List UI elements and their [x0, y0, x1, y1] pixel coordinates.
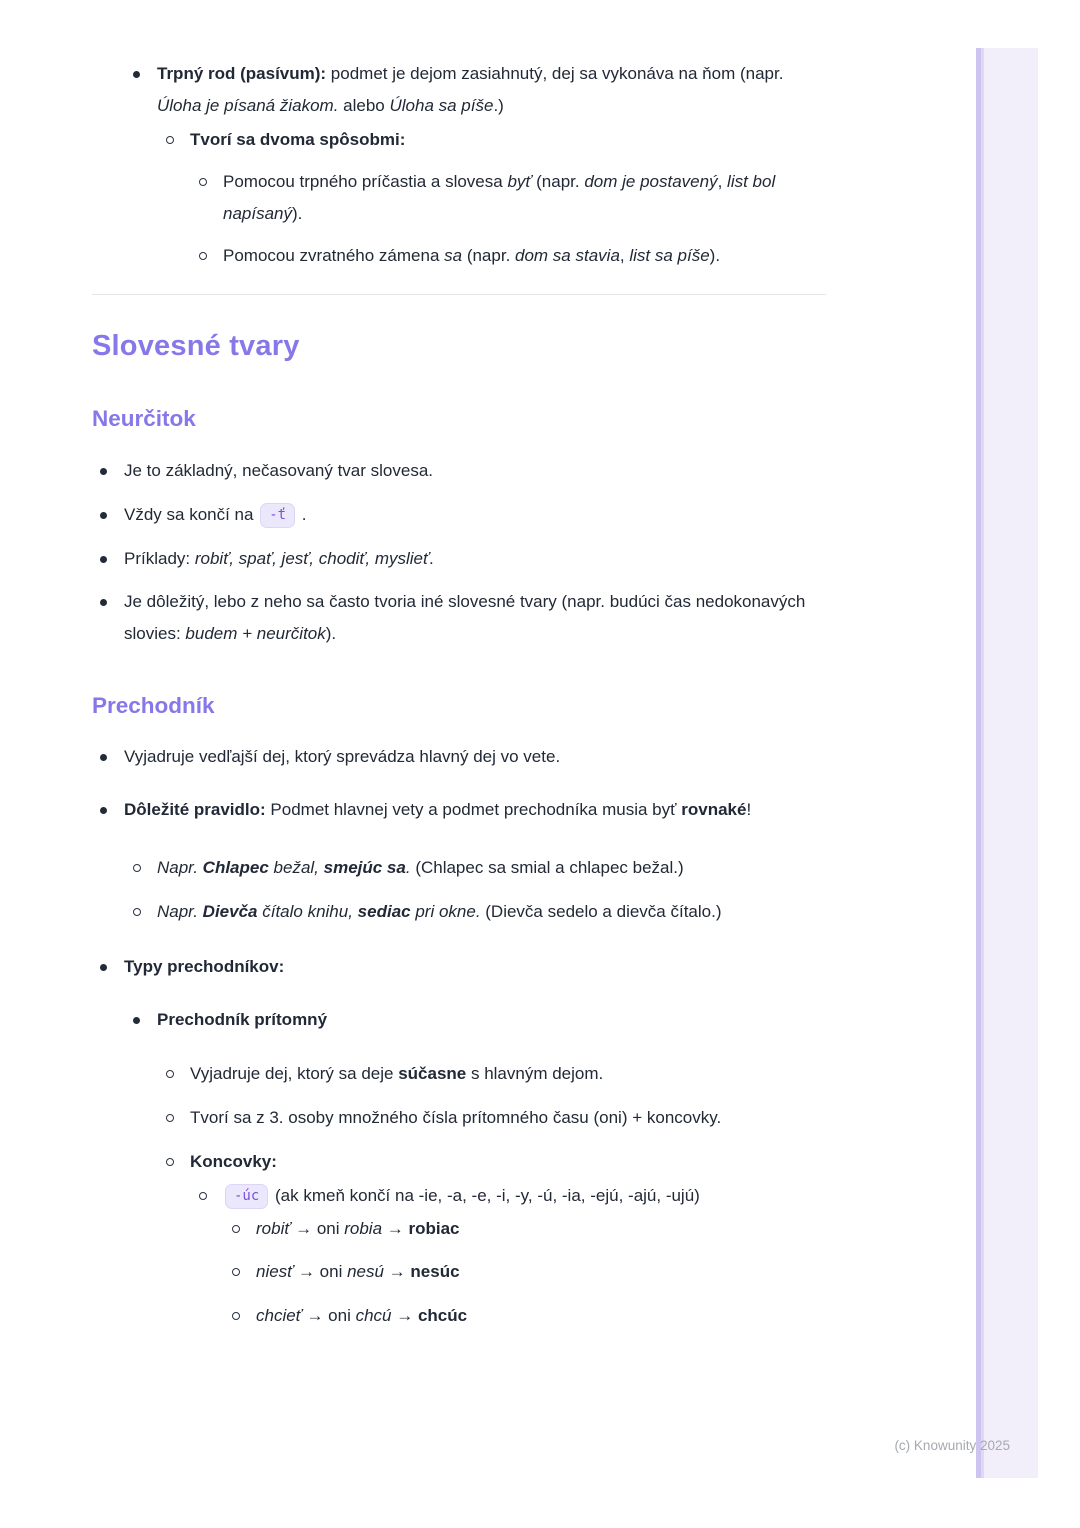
bullet-circle-marker: [166, 1070, 174, 1078]
list-item-text: smejúc sa: [323, 858, 406, 877]
bullet-circle-marker: [232, 1225, 240, 1233]
list-item-text: (Chlapec sa smial a chlapec bežal.): [415, 858, 684, 877]
inline-code-badge: -ť: [260, 503, 295, 528]
bullet-disc-marker: [100, 964, 107, 971]
bullet-circle-marker: [199, 178, 207, 186]
list-item-text: chcúc: [417, 1306, 468, 1325]
list-item-text: → oni: [301, 1306, 356, 1325]
list-item-text: Napr.: [157, 858, 203, 877]
list-item: [92, 1004, 826, 1036]
list-item-text: dom sa stavia: [515, 246, 620, 265]
list-item-text: →: [383, 1262, 411, 1281]
footer-credit: (c) Knowunity 2025: [894, 1438, 1010, 1453]
bullet-circle-marker: [199, 252, 207, 260]
list-item: [92, 543, 826, 575]
list-item: [92, 1102, 826, 1134]
list-item-text: ).: [325, 624, 337, 643]
list-item: [92, 951, 826, 983]
list-item-text: (napr.: [531, 172, 585, 191]
list-item: [92, 1213, 826, 1245]
list-item-text: Úloha sa píše: [389, 96, 494, 115]
side-page-strip: [976, 48, 1038, 1478]
list-item-text: s hlavným dejom.: [466, 1064, 604, 1083]
list-item-text: sa: [444, 246, 463, 265]
list-item-text: niesť: [256, 1262, 294, 1281]
list-item-text: Tvorí sa dvoma spôsobmi:: [190, 130, 406, 149]
list-item-text: .: [405, 858, 416, 877]
list-item-text: ,: [619, 246, 630, 265]
list-item-text: list bol napísaný: [223, 172, 776, 223]
document-content: [92, 0, 826, 1332]
list-item-text: Je dôležitý, lebo z neho sa často tvoria iné slovesné tvary (napr. budúci čas nedokonavých slovies:: [124, 592, 806, 643]
list-item-text: podmet je dejom zasiahnutý, dej sa vykonáva na ňom (napr.: [330, 64, 784, 83]
bullet-circle-marker: [232, 1268, 240, 1276]
list-item-text: list sa píše: [629, 246, 710, 265]
bullet-disc-marker: [100, 754, 107, 761]
list-item-text: Pomocou zvratného zámena: [223, 246, 445, 265]
list-item: [92, 455, 826, 487]
list-item-text: → oni: [290, 1219, 345, 1238]
list-item: [92, 58, 826, 122]
list-item-text: Podmet hlavnej vety a podmet prechodníka musia byť: [265, 800, 682, 819]
list-item-text: Trpný rod (pasívum):: [157, 64, 331, 83]
bullet-circle-marker: [199, 1192, 207, 1200]
list-item-text: (napr.: [462, 246, 516, 265]
list-item-text: alebo: [338, 96, 390, 115]
list-item-text: robiac: [408, 1219, 460, 1238]
list-item: [92, 1300, 826, 1332]
list-item: [92, 499, 826, 531]
list-item: [92, 896, 826, 928]
bullet-disc-marker: [100, 512, 107, 519]
section-divider: [92, 294, 826, 295]
list-item: [92, 1180, 826, 1212]
list-item: [92, 1146, 826, 1178]
list-item-text: Dievča: [202, 902, 258, 921]
bullet-disc-marker: [133, 1017, 140, 1024]
list-item-text: Prechodník prítomný: [157, 1010, 328, 1029]
list-item-text: Dôležité pravidlo:: [124, 800, 266, 819]
bullet-circle-marker: [166, 136, 174, 144]
list-item-text: Typy prechodníkov:: [124, 957, 285, 976]
list-item: [92, 124, 826, 156]
list-item-text: ,: [717, 172, 728, 191]
list-item-text: Úloha je písaná žiakom.: [157, 96, 339, 115]
list-item-text: .: [475, 902, 486, 921]
list-item-text: nesú: [347, 1262, 384, 1281]
list-item-text: Vyjadruje vedľajší dej, ktorý sprevádza hlavný dej vo vete.: [124, 747, 561, 766]
list-item-text: chcú: [355, 1306, 392, 1325]
list-item-text: Je to základný, nečasovaný tvar slovesa.: [124, 461, 433, 480]
list-item-text: !: [746, 800, 752, 819]
list-item-text: → oni: [293, 1262, 348, 1281]
list-item: [92, 166, 826, 230]
list-item: [92, 240, 826, 272]
bullet-circle-marker: [166, 1114, 174, 1122]
list-item-text: rovnaké: [681, 800, 747, 819]
list-item-text: sediac: [357, 902, 411, 921]
inline-code-badge: -úc: [225, 1184, 268, 1209]
list-item-text: robiť, spať, jesť, chodiť, myslieť: [194, 549, 430, 568]
bullet-circle-marker: [133, 908, 141, 916]
subsection-heading: Neurčitok: [92, 406, 196, 431]
list-item-text: →: [391, 1306, 418, 1325]
list-item-text: bežal,: [268, 858, 324, 877]
bullet-disc-marker: [100, 468, 107, 475]
list-item-text: súčasne: [398, 1064, 467, 1083]
neurcitok-list: [92, 455, 826, 650]
list-item-text: (ak kmeň končí na -ie, -a, -e, -i, -y, -ú, -ia, -ejú, -ajú, -ujú): [270, 1186, 700, 1205]
list-item-text: Tvorí sa z 3. osoby množného čísla prítomného času (oni) + koncovky.: [190, 1108, 722, 1127]
list-item: [92, 1256, 826, 1288]
list-item-text: dom je postavený: [584, 172, 718, 191]
bullet-disc-marker: [133, 71, 140, 78]
list-item: [92, 794, 826, 826]
pasivum-list: [92, 58, 826, 272]
list-item-text: Pomocou trpného príčastia a slovesa: [223, 172, 508, 191]
list-item-text: (Dievča sedelo a dievča čítalo.): [485, 902, 722, 921]
list-item-text: ).: [292, 204, 303, 223]
list-item-text: Koncovky:: [190, 1152, 277, 1171]
list-item-text: .: [297, 505, 307, 524]
bullet-circle-marker: [133, 864, 141, 872]
list-item-text: .): [493, 96, 504, 115]
bullet-disc-marker: [100, 556, 107, 563]
bullet-circle-marker: [232, 1312, 240, 1320]
list-item-text: robia: [344, 1219, 383, 1238]
subsection-heading: Prechodník: [92, 693, 215, 718]
list-item-text: Napr.: [157, 902, 203, 921]
list-item-text: byť: [507, 172, 532, 191]
list-item-text: →: [382, 1219, 409, 1238]
list-item: [92, 586, 826, 650]
list-item-text: Chlapec: [202, 858, 269, 877]
list-item-text: Vždy sa končí na: [124, 505, 259, 524]
list-item-text: chcieť: [256, 1306, 302, 1325]
bullet-disc-marker: [100, 599, 107, 606]
section-heading: Slovesné tvary: [92, 330, 300, 362]
list-item-text: ).: [709, 246, 721, 265]
list-item: [92, 741, 826, 773]
list-item: [92, 1058, 826, 1090]
list-item-text: čítalo knihu,: [257, 902, 358, 921]
list-item: [92, 852, 826, 884]
list-item-text: .: [429, 549, 434, 568]
list-item-text: Vyjadruje dej, ktorý sa deje: [190, 1064, 399, 1083]
list-item-text: Príklady:: [124, 549, 195, 568]
list-item-text: robiť: [256, 1219, 291, 1238]
list-item-text: pri okne: [410, 902, 476, 921]
list-item-text: nesúc: [410, 1262, 460, 1281]
bullet-circle-marker: [166, 1158, 174, 1166]
bullet-disc-marker: [100, 807, 107, 814]
prechodnik-list: [92, 741, 826, 1332]
list-item-text: budem + neurčitok: [185, 624, 326, 643]
